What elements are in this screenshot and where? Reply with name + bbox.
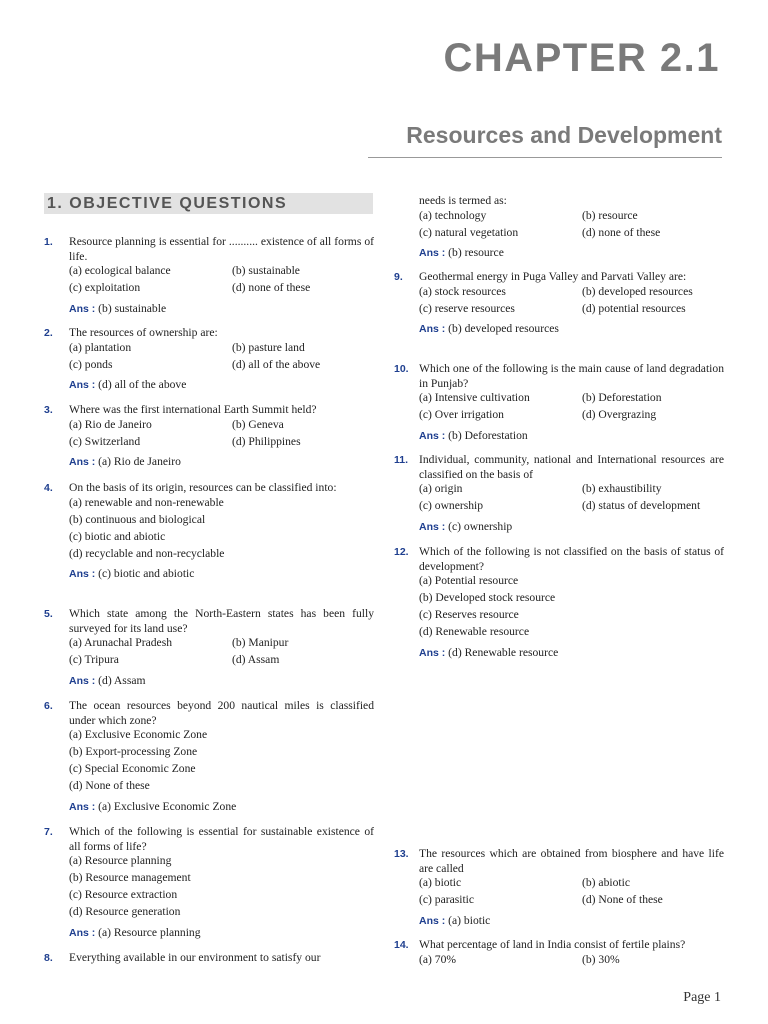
question-text: The ocean resources beyond 200 nautical miles is classified under which zone?	[69, 699, 374, 727]
answer-text: (d) Assam	[98, 673, 146, 687]
option: (d) status of development	[582, 499, 701, 512]
answer-text: (a) biotic	[448, 913, 491, 927]
chapter-subtitle: Resources and Development	[406, 122, 722, 148]
option: (c) Tripura	[69, 653, 119, 666]
option: (d) Resource generation	[69, 905, 181, 918]
question-text: The resources of ownership are:	[69, 326, 218, 339]
option: (b) exhaustibility	[582, 482, 662, 495]
answer-label: Ans :	[69, 379, 96, 391]
option: (b) Developed stock resource	[419, 591, 556, 604]
option: (d) none of these	[582, 225, 661, 239]
question-2	[44, 326, 374, 393]
answer-label: Ans :	[69, 674, 96, 687]
option: (a) Exclusive Economic Zone	[69, 728, 208, 741]
question-1	[44, 235, 374, 316]
answer	[419, 646, 724, 661]
answer	[69, 567, 374, 582]
option: (d) Overgrazing	[582, 408, 657, 421]
question-text: On the basis of its origin, resources can be classified into:	[69, 481, 337, 494]
option: (b) sustainable	[232, 264, 300, 277]
option: (c) exploitation	[69, 281, 141, 294]
answer	[69, 674, 374, 689]
question-12	[394, 545, 724, 660]
options	[69, 854, 374, 920]
option: (b) abiotic	[582, 876, 630, 889]
option: (b) 30%	[582, 952, 620, 966]
question-number: 14.	[394, 939, 409, 951]
question-14	[394, 938, 724, 967]
option: (c) natural vegetation	[419, 225, 519, 239]
question-3	[44, 403, 374, 470]
question-number: 10.	[394, 363, 409, 375]
answer-label: Ans :	[419, 914, 446, 927]
question-6	[44, 699, 374, 814]
answer	[419, 246, 724, 261]
options	[419, 209, 724, 241]
question-5	[44, 607, 374, 688]
option: (a) renewable and non-renewable	[69, 495, 224, 509]
option: (a) technology	[419, 208, 487, 222]
option: (b) pasture land	[232, 340, 305, 354]
option: (c) ownership	[419, 499, 484, 512]
option: (d) Assam	[232, 653, 280, 666]
answer	[419, 520, 724, 535]
title-divider	[368, 157, 722, 158]
option: (c) Switzerland	[69, 434, 141, 448]
section-heading: 1. OBJECTIVE QUESTIONS	[44, 193, 373, 214]
option: (d) none of these	[232, 281, 311, 294]
question-10	[394, 362, 724, 443]
answer-text: (a) Exclusive Economic Zone	[98, 799, 237, 813]
answer-label: Ans :	[419, 646, 446, 659]
answer-label: Ans :	[69, 568, 96, 580]
option: (b) Resource management	[69, 871, 191, 884]
option: (c) Special Economic Zone	[69, 762, 196, 775]
question-number: 5.	[44, 608, 53, 620]
answer-label: Ans :	[69, 800, 96, 813]
question-8-continuation	[419, 194, 724, 261]
option: (c) biotic and abiotic	[69, 529, 166, 543]
answer-text: (a) Rio de Janeiro	[98, 455, 181, 468]
question-13	[394, 847, 724, 928]
option: (c) ponds	[69, 357, 113, 371]
option: (b) resource	[582, 208, 638, 222]
question-number: 1.	[44, 236, 53, 248]
question-number: 3.	[44, 404, 53, 416]
option: (c) reserve resources	[419, 301, 515, 315]
option: (a) ecological balance	[69, 264, 171, 277]
question-text: Where was the first international Earth Summit held?	[69, 403, 317, 416]
question-text: Individual, community, national and International resources are classified on the basis of	[419, 453, 724, 481]
options	[69, 341, 374, 373]
option: (c) Resource extraction	[69, 888, 178, 901]
answer	[69, 800, 374, 815]
option: (a) biotic	[419, 876, 462, 889]
answer	[419, 429, 724, 444]
question-number: 9.	[394, 271, 403, 283]
options	[419, 285, 724, 317]
option: (a) Rio de Janeiro	[69, 417, 152, 431]
options	[419, 953, 724, 968]
option: (d) all of the above	[232, 357, 321, 371]
option: (d) recyclable and non-recyclable	[69, 546, 225, 560]
option: (a) Intensive cultivation	[419, 391, 530, 404]
question-text: needs is termed as:	[419, 194, 507, 207]
question-8	[44, 951, 374, 966]
question-9	[394, 270, 724, 337]
answer-text: (b) sustainable	[98, 301, 167, 315]
question-number: 12.	[394, 546, 409, 558]
answer	[419, 322, 724, 337]
options	[69, 418, 374, 450]
answer-label: Ans :	[69, 456, 96, 468]
question-text: Which state among the North-Eastern states has been fully surveyed for its land use?	[69, 607, 374, 635]
answer-label: Ans :	[69, 926, 96, 939]
options	[69, 728, 374, 794]
option: (c) parasitic	[419, 893, 475, 906]
option: (c) Reserves resource	[419, 608, 519, 621]
option: (b) Manipur	[232, 636, 289, 649]
option: (d) Renewable resource	[419, 625, 530, 638]
option: (a) 70%	[419, 952, 457, 966]
question-text: Geothermal energy in Puga Valley and Parvati Valley are:	[419, 270, 687, 283]
option: (d) None of these	[69, 779, 150, 792]
question-4	[44, 481, 374, 582]
answer	[69, 378, 374, 393]
option: (d) potential resources	[582, 301, 686, 315]
options	[419, 876, 724, 908]
question-text: Which of the following is essential for sustainable existence of all forms of life?	[69, 825, 374, 853]
option: (d) None of these	[582, 893, 663, 906]
option: (a) origin	[419, 482, 463, 495]
question-7	[44, 825, 374, 940]
question-11	[394, 453, 724, 534]
answer-label: Ans :	[419, 429, 446, 442]
question-number: 4.	[44, 482, 53, 494]
options	[419, 391, 724, 423]
option: (b) continuous and biological	[69, 512, 206, 526]
question-number: 11.	[394, 454, 409, 466]
answer	[69, 455, 374, 470]
answer	[69, 926, 374, 941]
question-text: The resources which are obtained from biosphere and have life are called	[419, 847, 724, 875]
question-text: Which one of the following is the main cause of land degradation in Punjab?	[419, 362, 724, 390]
answer-text: (b) developed resources	[448, 322, 559, 335]
option: (a) Arunachal Pradesh	[69, 636, 173, 649]
option: (c) Over irrigation	[419, 408, 504, 421]
options	[69, 264, 374, 296]
question-number: 6.	[44, 700, 53, 712]
option: (a) plantation	[69, 340, 132, 354]
answer-label: Ans :	[419, 323, 446, 335]
option: (b) developed resources	[582, 284, 693, 298]
options	[419, 482, 724, 514]
question-text: Everything available in our environment to satisfy our	[69, 951, 321, 964]
answer-text: (a) Resource planning	[98, 925, 201, 939]
option: (d) Philippines	[232, 434, 301, 448]
chapter-title: CHAPTER 2.1	[443, 36, 720, 80]
question-text: Resource planning is essential for .......... existence of all forms of life.	[69, 235, 374, 263]
answer-label: Ans :	[69, 302, 96, 315]
options	[419, 574, 724, 640]
answer	[419, 914, 724, 929]
answer-text: (b) resource	[448, 246, 504, 259]
options	[69, 496, 374, 562]
answer-label: Ans :	[419, 247, 446, 259]
option: (a) stock resources	[419, 284, 506, 298]
answer-text: (c) biotic and abiotic	[98, 567, 195, 580]
option: (a) Resource planning	[69, 854, 172, 867]
answer-text: (c) ownership	[448, 519, 513, 533]
option: (b) Geneva	[232, 417, 284, 431]
answer-label: Ans :	[419, 520, 446, 533]
question-number: 8.	[44, 952, 53, 964]
answer-text: (d) all of the above	[98, 378, 187, 391]
option: (b) Deforestation	[582, 391, 662, 404]
option: (b) Export-processing Zone	[69, 745, 198, 758]
question-number: 13.	[394, 848, 409, 860]
option: (a) Potential resource	[419, 574, 519, 587]
options	[69, 636, 374, 668]
answer	[69, 302, 374, 317]
question-text: What percentage of land in India consist of fertile plains?	[419, 938, 686, 951]
answer-text: (d) Renewable resource	[448, 645, 559, 659]
page-number: Page 1	[683, 990, 721, 1005]
answer-text: (b) Deforestation	[448, 428, 528, 442]
question-number: 7.	[44, 826, 53, 838]
question-number: 2.	[44, 327, 53, 339]
question-text: Which of the following is not classified on the basis of status of development?	[419, 545, 724, 573]
